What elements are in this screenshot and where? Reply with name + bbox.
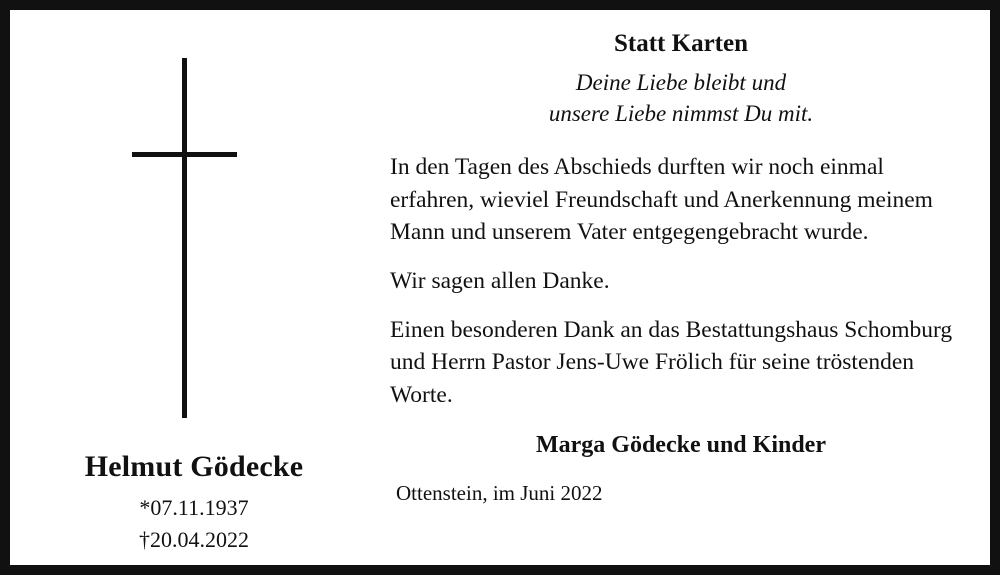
- verse-line-1: Deine Liebe bleibt und: [575, 70, 787, 95]
- death-date: †20.04.2022: [139, 526, 249, 552]
- right-column: [378, 10, 990, 565]
- notice-inner: [10, 10, 990, 565]
- thanks-paragraph-3: Einen besonderen Dank an das Bestattungshaus Schomburg und Herrn Pastor Jens-Uwe Frölich für seine tröstenden Worte.: [390, 316, 953, 409]
- cross-icon: [10, 40, 378, 390]
- deceased-name: Helmut Gödecke: [84, 450, 304, 483]
- left-column: [10, 10, 378, 565]
- notice-heading: Statt Karten: [614, 30, 748, 57]
- memorial-verse: [390, 68, 972, 129]
- thanks-paragraph-2: Wir sagen allen Danke.: [390, 268, 610, 295]
- family-signature: Marga Gödecke und Kinder: [535, 431, 826, 458]
- deceased-dates: [10, 492, 378, 556]
- cross-horizontal-bar: [132, 152, 237, 157]
- cross-vertical-bar: [182, 58, 187, 418]
- verse-line-2: unsere Liebe nimmst Du mit.: [548, 100, 814, 126]
- place-and-date: Ottenstein, im Juni 2022: [396, 480, 603, 505]
- thanks-paragraph-1: In den Tagen des Abschieds durften wir noch einmal erfahren, wieviel Freundschaft und Anerkennung meinem Mann und unserem Vater entgegengebracht wurde.: [390, 154, 933, 246]
- birth-date: *07.11.1937: [139, 495, 249, 520]
